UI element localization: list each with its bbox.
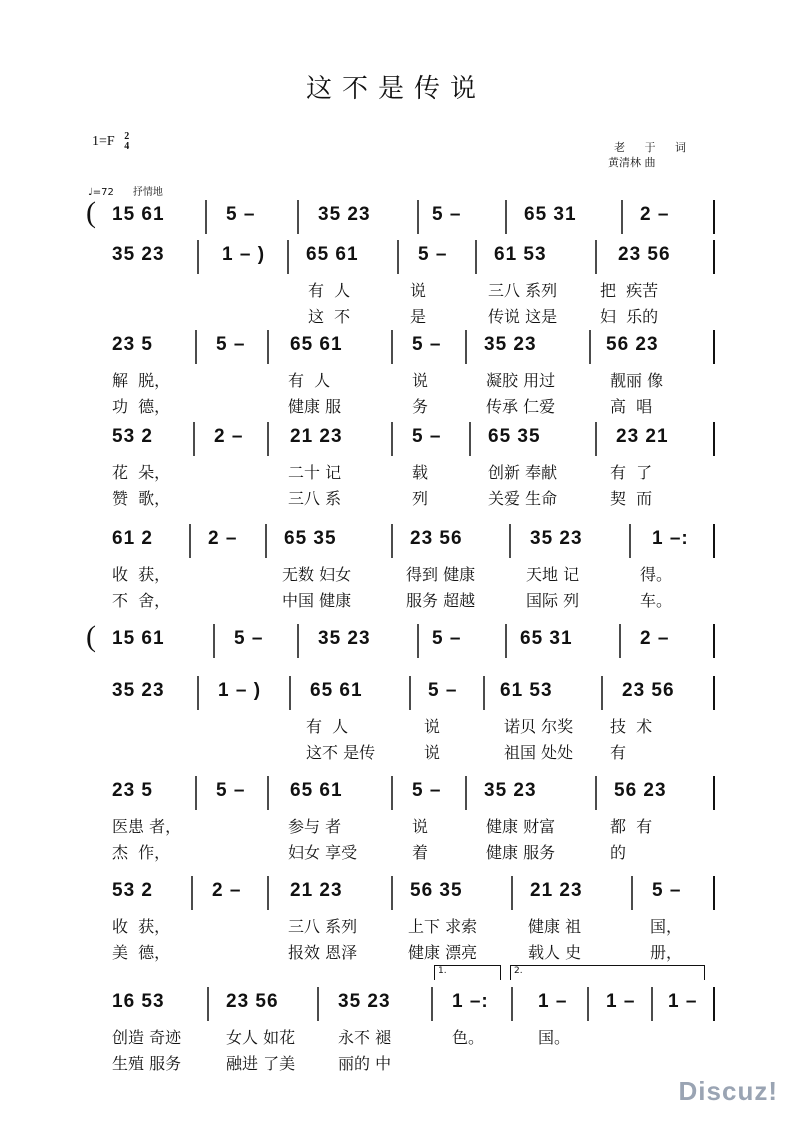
lyric-verse-2: 载人 史 (528, 943, 582, 962)
lyric-verse-1: 健康 财富 (486, 817, 556, 836)
note-measure: 5 – (418, 244, 448, 265)
lyric-verse-1: 说 (412, 817, 429, 836)
lyric-verse-2: 妇女 享受 (288, 843, 358, 862)
lyric-verse-2: 册， (650, 943, 683, 962)
lyric-verse-1: 说 (424, 717, 441, 736)
lyric-verse-1: 国， (650, 917, 683, 936)
lyric-verse-2: 报效 恩泽 (288, 943, 358, 962)
lyric-verse-2: 融进 了美 (226, 1054, 296, 1073)
note-measure: 1 – (538, 991, 568, 1012)
note-measure: 23 56 (226, 991, 279, 1012)
lyric-verse-2: 高 唱 (610, 397, 653, 416)
time-signature-bottom: 4 (124, 141, 130, 152)
score-system (0, 676, 792, 776)
lyric-verse-1: 都 有 (610, 817, 653, 836)
note-measure: 56 35 (410, 880, 463, 901)
lyric-verse-2: 说 (424, 743, 441, 762)
lyric-verse-1: 有 人 (288, 371, 331, 390)
note-measure: 35 23 (530, 528, 583, 549)
note-measure: 35 23 (112, 680, 165, 701)
lyric-verse-1: 女人 如花 (226, 1028, 296, 1047)
lyric-verse-2: 不 舍， (112, 591, 171, 610)
lyric-verse-1: 参与 者 (288, 817, 342, 836)
lyric-verse-1: 解 脱， (112, 371, 171, 390)
lyric-verse-2: 健康 服 (288, 397, 342, 416)
lyric-verse-2: 丽的 中 (338, 1054, 392, 1073)
lyric-verse-1: 国。 (538, 1028, 571, 1047)
lyric-verse-2: 列 (412, 489, 429, 508)
note-measure: 61 53 (494, 244, 547, 265)
note-measure: 5 – (412, 334, 442, 355)
note-measure: 21 23 (290, 880, 343, 901)
note-measure: 61 2 (112, 528, 153, 549)
note-measure: 35 23 (112, 244, 165, 265)
tempo-value: ♩=72 (88, 187, 114, 198)
time-signature-top: 2 (124, 131, 130, 142)
note-measure: 1 – ) (218, 680, 262, 701)
score-system (0, 240, 792, 340)
note-measure: 1 – (668, 991, 698, 1012)
note-measure: 35 23 (484, 334, 537, 355)
note-measure: 5 – (432, 204, 462, 225)
lyric-verse-2: 三八 系 (288, 489, 342, 508)
note-measure: 5 – (428, 680, 458, 701)
note-measure: 65 61 (306, 244, 359, 265)
lyric-verse-2: 的 (610, 843, 627, 862)
lyric-verse-1: 永不 褪 (338, 1028, 392, 1047)
note-measure: 5 – (216, 780, 246, 801)
note-measure: 1 – ) (222, 244, 266, 265)
note-measure: 56 23 (614, 780, 667, 801)
lyric-verse-1: 得到 健康 (406, 565, 476, 584)
repeat-parenthesis: ( (86, 196, 96, 229)
note-measure: 65 35 (284, 528, 337, 549)
lyric-verse-2: 契 而 (610, 489, 653, 508)
lyric-verse-1: 得。 (640, 565, 673, 584)
lyric-verse-2: 传承 仁爱 (486, 397, 556, 416)
lyric-verse-2: 妇 乐的 (600, 307, 659, 326)
note-measure: 65 31 (520, 628, 573, 649)
lyric-verse-2: 杰 作， (112, 843, 171, 862)
note-measure: 35 23 (318, 204, 371, 225)
volta-second: 2. (510, 965, 705, 980)
lyric-verse-1: 载 (412, 463, 429, 482)
lyric-verse-1: 收 获， (112, 917, 171, 936)
note-measure: 65 61 (290, 780, 343, 801)
key-signature (92, 132, 129, 152)
note-measure: 2 – (640, 204, 670, 225)
tempo-marking (88, 183, 163, 198)
score-system (0, 422, 792, 522)
note-measure: 1 –: (452, 991, 489, 1012)
lyricist: 老 于 词 (614, 141, 694, 154)
note-measure: 23 5 (112, 780, 153, 801)
note-measure: 1 –: (652, 528, 689, 549)
lyric-verse-1: 把 疾苦 (600, 281, 659, 300)
credits (608, 140, 694, 170)
note-measure: 56 23 (606, 334, 659, 355)
lyric-verse-2: 健康 服务 (486, 843, 556, 862)
note-measure: 5 – (412, 780, 442, 801)
note-measure: 65 61 (290, 334, 343, 355)
lyric-verse-2: 服务 超越 (406, 591, 476, 610)
lyric-verse-2: 赞 歌， (112, 489, 171, 508)
note-measure: 5 – (432, 628, 462, 649)
lyric-verse-2: 这不 是传 (306, 743, 376, 762)
note-measure: 53 2 (112, 880, 153, 901)
watermark: Discuz! (678, 1076, 778, 1106)
note-measure: 23 56 (410, 528, 463, 549)
lyric-verse-1: 天地 记 (526, 565, 580, 584)
note-measure: 5 – (226, 204, 256, 225)
lyric-verse-1: 创造 奇迹 (112, 1028, 182, 1047)
note-measure: 15 61 (112, 204, 165, 225)
score-system (0, 966, 792, 1087)
note-measure: 23 56 (618, 244, 671, 265)
lyric-verse-1: 收 获， (112, 565, 171, 584)
lyric-verse-1: 色。 (452, 1028, 485, 1047)
lyric-verse-1: 三八 系列 (488, 281, 558, 300)
note-measure: 5 – (412, 426, 442, 447)
note-measure: 5 – (216, 334, 246, 355)
time-signature (124, 132, 129, 152)
lyric-verse-1: 无数 妇女 (282, 565, 352, 584)
note-measure: 1 – (606, 991, 636, 1012)
lyric-verse-2: 关爱 生命 (488, 489, 558, 508)
note-measure: 53 2 (112, 426, 153, 447)
note-measure: 65 35 (488, 426, 541, 447)
lyric-verse-1: 凝胶 用过 (486, 371, 556, 390)
lyric-verse-2: 生殖 服务 (112, 1054, 182, 1073)
lyric-verse-1: 有 了 (610, 463, 653, 482)
lyric-verse-1: 技 术 (610, 717, 653, 736)
lyric-verse-1: 三八 系列 (288, 917, 358, 936)
lyric-verse-2: 这 不 (308, 307, 351, 326)
song-title: 这不是传说 (305, 74, 486, 104)
lyric-verse-1: 医患 者， (112, 817, 182, 836)
lyric-verse-1: 有 人 (308, 281, 351, 300)
note-measure: 2 – (208, 528, 238, 549)
lyric-verse-2: 务 (412, 397, 429, 416)
lyric-verse-2: 传说 这是 (488, 307, 558, 326)
lyric-verse-2: 着 (412, 843, 429, 862)
note-measure: 2 – (640, 628, 670, 649)
lyric-verse-1: 上下 求索 (408, 917, 478, 936)
composer: 黄清林 曲 (608, 156, 656, 169)
lyric-verse-1: 诺贝 尔奖 (504, 717, 574, 736)
lyric-verse-1: 说 (410, 281, 427, 300)
note-measure: 23 21 (616, 426, 669, 447)
lyric-verse-2: 有 (610, 743, 627, 762)
lyric-verse-2: 功 德， (112, 397, 171, 416)
note-measure: 65 31 (524, 204, 577, 225)
lyric-verse-1: 说 (412, 371, 429, 390)
lyric-verse-1: 花 朵， (112, 463, 171, 482)
note-measure: 23 56 (622, 680, 675, 701)
lyric-verse-2: 健康 漂亮 (408, 943, 478, 962)
note-measure: 15 61 (112, 628, 165, 649)
expression: 抒情地 (132, 187, 163, 198)
repeat-parenthesis: ( (86, 620, 96, 653)
note-measure: 5 – (234, 628, 264, 649)
note-measure: 2 – (214, 426, 244, 447)
note-measure: 23 5 (112, 334, 153, 355)
lyric-verse-1: 健康 祖 (528, 917, 582, 936)
note-measure: 35 23 (338, 991, 391, 1012)
note-measure: 21 23 (290, 426, 343, 447)
lyric-verse-2: 车。 (640, 591, 673, 610)
lyric-verse-1: 有 人 (306, 717, 349, 736)
lyric-verse-1: 创新 奉献 (488, 463, 558, 482)
note-measure: 21 23 (530, 880, 583, 901)
lyric-verse-1: 靓丽 像 (610, 371, 664, 390)
key-label: 1=F (92, 134, 115, 150)
lyric-verse-2: 国际 列 (526, 591, 580, 610)
score-system (0, 524, 792, 624)
score-system (0, 776, 792, 876)
score-system (0, 876, 792, 976)
score-system (0, 330, 792, 430)
note-measure: 35 23 (484, 780, 537, 801)
lyric-verse-1: 二十 记 (288, 463, 342, 482)
note-measure: 65 61 (310, 680, 363, 701)
note-measure: 61 53 (500, 680, 553, 701)
lyric-verse-2: 是 (410, 307, 427, 326)
note-measure: 16 53 (112, 991, 165, 1012)
note-measure: 5 – (652, 880, 682, 901)
volta-first: 1. (434, 965, 501, 980)
lyric-verse-2: 美 德， (112, 943, 171, 962)
lyric-verse-2: 祖国 处处 (504, 743, 574, 762)
note-measure: 2 – (212, 880, 242, 901)
note-measure: 35 23 (318, 628, 371, 649)
lyric-verse-2: 中国 健康 (282, 591, 352, 610)
